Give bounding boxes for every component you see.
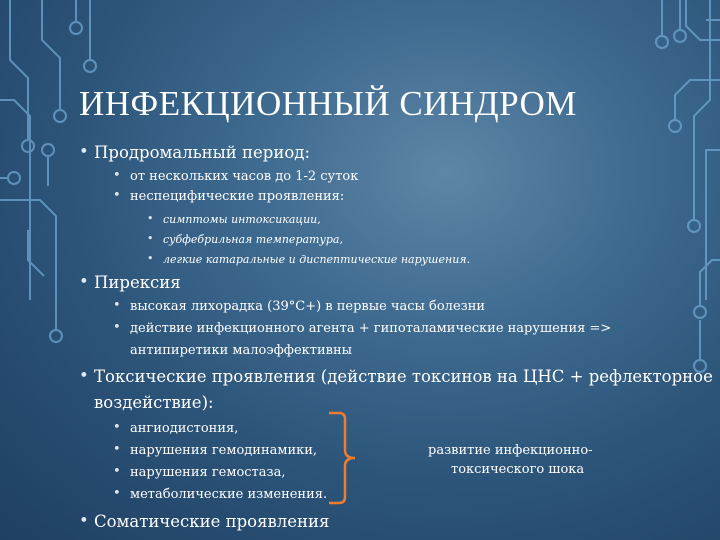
bullet-icon: • xyxy=(79,142,89,161)
sub-bullet: метаболические изменения. xyxy=(130,487,328,502)
shock-note-line2: токсического шока xyxy=(451,462,585,477)
bullet-pyrexia: Пирексия xyxy=(94,273,181,292)
sub-bullet: нарушения гемостаза, xyxy=(130,465,286,480)
bullet-icon: • xyxy=(113,464,121,479)
bullet-toxic-continuation: воздействие): xyxy=(94,393,214,412)
shock-note-line1: развитие инфекционно- xyxy=(428,443,593,458)
sub-bullet: действие инфекционного агента + гипоталамические нарушения => xyxy=(130,321,612,336)
bullet-icon: • xyxy=(79,511,89,530)
sub-bullet: ангиодистония, xyxy=(130,421,239,436)
bullet-icon: • xyxy=(113,486,121,501)
sub-bullet: нарушения гемодинамики, xyxy=(130,443,318,458)
sub-bullet-continuation: антипиретики малоэффективны xyxy=(130,343,352,358)
bullet-icon: • xyxy=(147,252,154,265)
sub-bullet: неспецифические проявления: xyxy=(130,189,345,204)
slide-title: ИНФЕКЦИОННЫЙ СИНДРОМ xyxy=(79,84,577,123)
curly-bracket-icon xyxy=(325,410,365,506)
bullet-icon: • xyxy=(113,320,121,335)
bullet-icon: • xyxy=(113,168,121,183)
sub-bullet: от нескольких часов до 1-2 суток xyxy=(130,169,359,184)
bullet-icon: • xyxy=(113,420,121,435)
bullet-icon: • xyxy=(147,232,154,245)
bullet-icon: • xyxy=(147,212,154,225)
bullet-icon: • xyxy=(113,298,121,313)
bullet-toxic: Токсические проявления (действие токсинов на ЦНС + рефлекторное xyxy=(94,367,713,386)
bullet-icon: • xyxy=(113,442,121,457)
bullet-icon: • xyxy=(79,366,89,385)
sub-bullet: высокая лихорадка (39°С+) в первые часы болезни xyxy=(130,299,486,314)
bullet-somatic: Соматические проявления xyxy=(94,512,330,531)
sub-sub-bullet: легкие катаральные и диспептические нарушения. xyxy=(163,253,471,266)
bullet-prodromal: Продромальный период: xyxy=(94,143,311,162)
bullet-icon: • xyxy=(113,188,121,203)
sub-sub-bullet: субфебрильная температура, xyxy=(163,233,343,246)
bullet-icon: • xyxy=(79,272,89,291)
sub-sub-bullet: симптомы интоксикации, xyxy=(163,213,321,226)
